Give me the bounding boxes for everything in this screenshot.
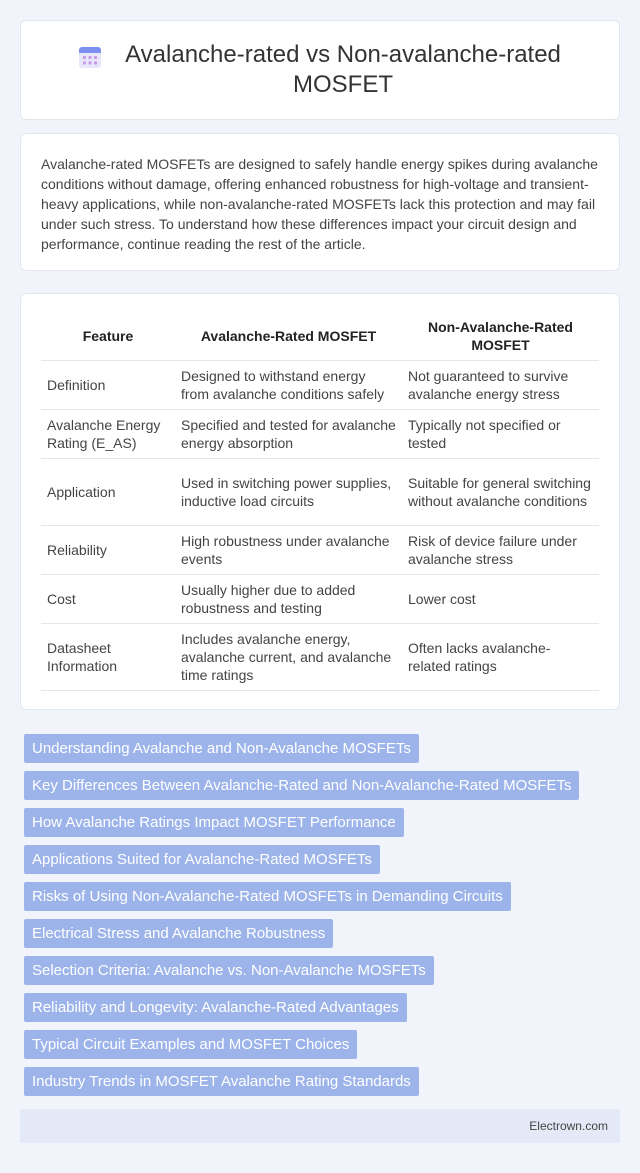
table-cell: Application: [41, 459, 175, 526]
related-links: [20, 734, 620, 1104]
table-cell: Usually higher due to added robustness and testing: [175, 575, 402, 624]
footer-site[interactable]: Electrown.com: [529, 1119, 608, 1133]
related-link[interactable]: Understanding Avalanche and Non-Avalanche MOSFETs: [24, 734, 419, 763]
table-cell: Avalanche Energy Rating (E_AS): [41, 410, 175, 459]
table-header-row: [41, 312, 599, 361]
table-cell: Specified and tested for avalanche energy absorption: [175, 410, 402, 459]
related-link[interactable]: Key Differences Between Avalanche-Rated and Non-Avalanche-Rated MOSFETs: [24, 771, 579, 800]
comparison-table: [41, 312, 599, 691]
table-cell: Lower cost: [402, 575, 599, 624]
related-link[interactable]: Electrical Stress and Avalanche Robustness: [24, 919, 333, 948]
related-link[interactable]: Industry Trends in MOSFET Avalanche Rating Standards: [24, 1067, 419, 1096]
comparison-table-card: [20, 293, 620, 710]
table-row: [41, 526, 599, 575]
table-cell: Not guaranteed to survive avalanche energy stress: [402, 361, 599, 410]
table-cell: High robustness under avalanche events: [175, 526, 402, 575]
table-cell: Includes avalanche energy, avalanche current, and avalanche time ratings: [175, 624, 402, 691]
table-row: [41, 575, 599, 624]
column-header: Non-Avalanche-Rated MOSFET: [402, 312, 599, 361]
table-cell: Used in switching power supplies, inductive load circuits: [175, 459, 402, 526]
page-title: Avalanche-rated vs Non-avalanche-rated MOSFET: [125, 41, 561, 98]
table-cell: Risk of device failure under avalanche stress: [402, 526, 599, 575]
related-link[interactable]: Risks of Using Non-Avalanche-Rated MOSFETs in Demanding Circuits: [24, 882, 511, 911]
table-cell: Cost: [41, 575, 175, 624]
table-row: [41, 361, 599, 410]
intro-text: Avalanche-rated MOSFETs are designed to safely handle energy spikes during avalanche conditions without damage, offering enhanced robustness for high-voltage and transient-heavy applications, while non-avalanche-rated MOSFETs lack this protection and may fail under such stress. To understand how these differences impact your circuit design and performance, continue reading the rest of the article.: [41, 156, 598, 252]
table-cell: Often lacks avalanche-related ratings: [402, 624, 599, 691]
column-header: Feature: [41, 312, 175, 361]
table-cell: Reliability: [41, 526, 175, 575]
table-row: [41, 410, 599, 459]
table-cell: Datasheet Information: [41, 624, 175, 691]
related-link[interactable]: Selection Criteria: Avalanche vs. Non-Avalanche MOSFETs: [24, 956, 434, 985]
related-link[interactable]: Applications Suited for Avalanche-Rated MOSFETs: [24, 845, 380, 874]
footer: [20, 1109, 620, 1143]
intro-card: [20, 133, 620, 271]
table-cell: Suitable for general switching without avalanche conditions: [402, 459, 599, 526]
table-cell: Typically not specified or tested: [402, 410, 599, 459]
table-row: [41, 459, 599, 526]
related-link[interactable]: How Avalanche Ratings Impact MOSFET Performance: [24, 808, 404, 837]
calendar-grid-icon: [77, 44, 103, 70]
related-link[interactable]: Reliability and Longevity: Avalanche-Rated Advantages: [24, 993, 407, 1022]
related-link[interactable]: Typical Circuit Examples and MOSFET Choices: [24, 1030, 357, 1059]
page-header: [20, 20, 620, 120]
table-cell: Definition: [41, 361, 175, 410]
table-cell: Designed to withstand energy from avalanche conditions safely: [175, 361, 402, 410]
column-header: Avalanche-Rated MOSFET: [175, 312, 402, 361]
table-row: [41, 624, 599, 691]
